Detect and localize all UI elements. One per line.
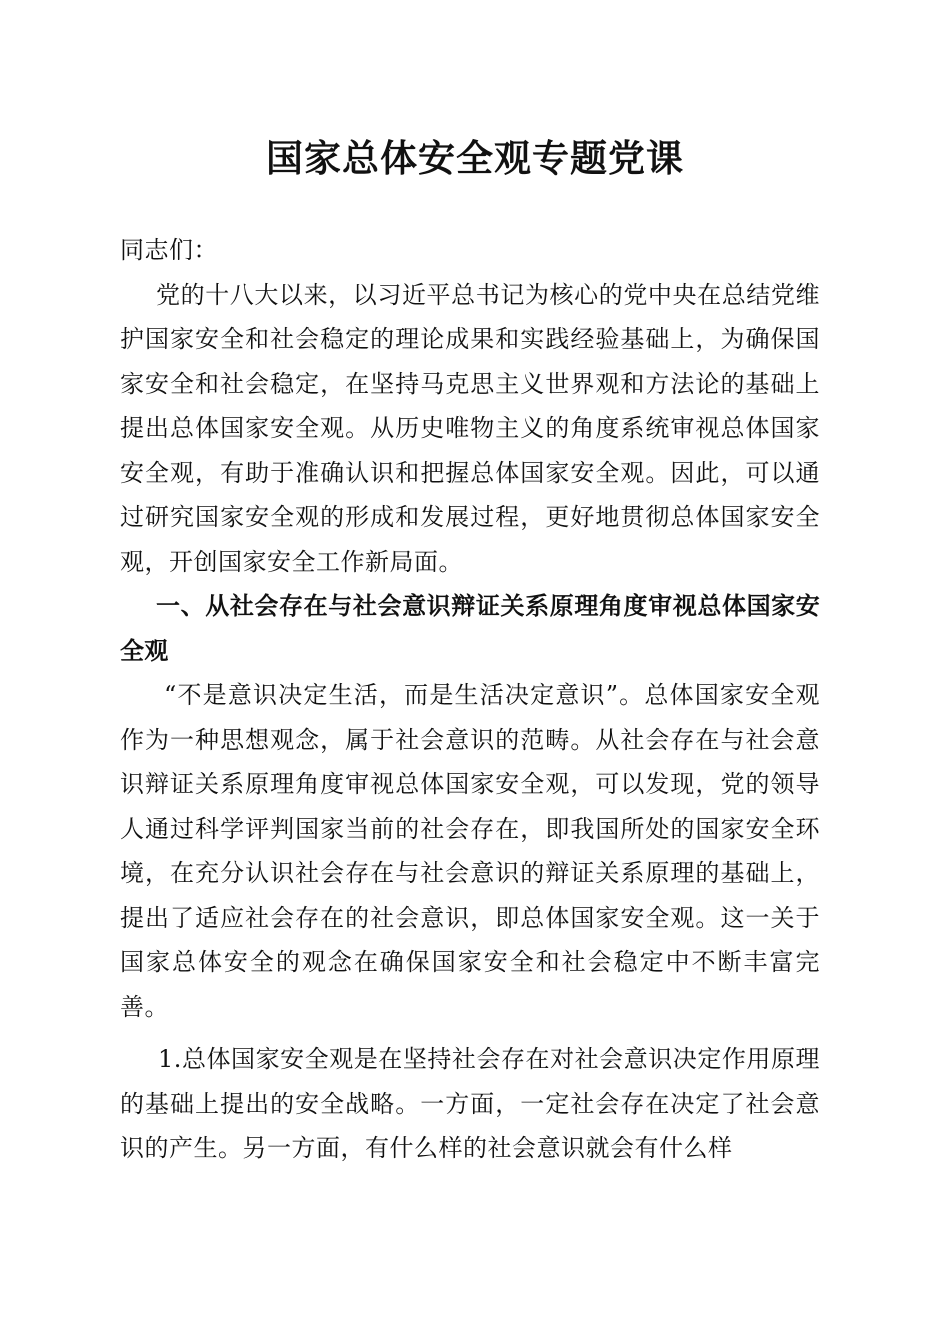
salutation: 同志们：: [120, 236, 218, 264]
document-body: [120, 228, 820, 1171]
section-one-paragraph: “不是意识决定生活，而是生活决定意识”。总体国家安全观作为一种思想观念，属于社会意识的范畴。从社会存在与社会意识辩证关系原理角度审视总体国家安全观，可以发现，党的领导人通过科学评判国家当前的社会存在，即我国所处的国家安全环境，在充分认识社会存在与社会意识的辩证关系原理的基础上，提出了适应社会存在的社会意识，即总体国家安全观。这一关于国家总体安全的观念在确保国家安全和社会稳定中不断丰富完善。: [120, 681, 820, 1021]
section-one-heading: 一、从社会存在与社会意识辩证关系原理角度审视总体国家安全观: [120, 592, 820, 665]
intro-paragraph: 党的十八大以来，以习近平总书记为核心的党中央在总结党维护国家安全和社会稳定的理论成果和实践经验基础上，为确保国家安全和社会稳定，在坚持马克思主义世界观和方法论的基础上提出总体国家安全观。从历史唯物主义的角度系统审视总体国家安全观，有助于准确认识和把握总体国家安全观。因此，可以通过研究国家安全观的形成和发展过程，更好地贯彻总体国家安全观，开创国家安全工作新局面。: [120, 280, 820, 576]
document-title: 国家总体安全观专题党课: [266, 137, 684, 180]
point-one-paragraph: 1.总体国家安全观是在坚持社会存在对社会意识决定作用原理的基础上提出的安全战略。一方面，一定社会存在决定了社会意识的产生。另一方面，有什么样的社会意识就会有什么样: [120, 1045, 820, 1162]
